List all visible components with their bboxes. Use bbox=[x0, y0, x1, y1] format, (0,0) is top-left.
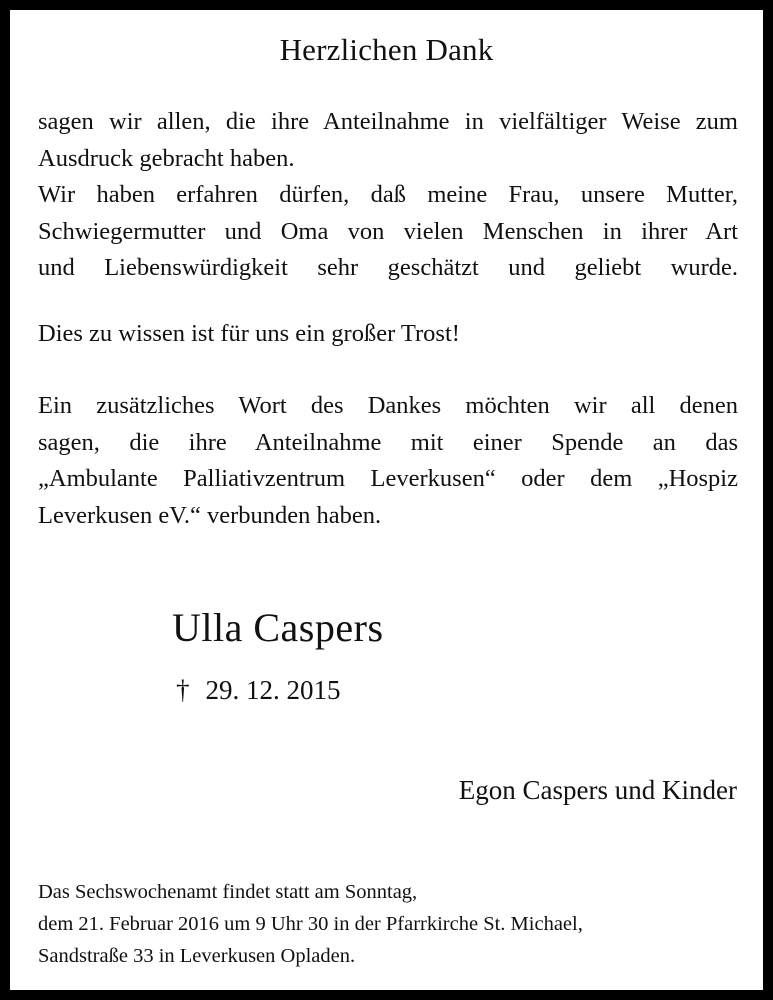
notice-line: dem 21. Februar 2016 um 9 Uhr 30 in der Pfarrkirche St. Michael, bbox=[38, 913, 583, 935]
notice-line: Sandstraße 33 in Leverkusen Opladen. bbox=[38, 945, 356, 967]
signature: Egon Caspers und Kinder bbox=[458, 775, 737, 805]
paragraph-line: sagen wir allen, die ihre Anteilnahme in vielfältiger Weise zum bbox=[38, 108, 738, 135]
memorial-notice bbox=[38, 876, 738, 972]
paragraph-line: sagen, die ihre Anteilnahme mit einer Spende an das bbox=[38, 428, 738, 456]
paragraph-line: Wir haben erfahren dürfen, daß meine Frau, unsere Mutter, bbox=[38, 181, 738, 208]
paragraph-line: Dies zu wissen ist für uns ein großer Trost! bbox=[38, 320, 460, 347]
death-date-line bbox=[176, 672, 341, 708]
cross-icon: † bbox=[176, 675, 190, 705]
paragraph-line: Ein zusätzliches Wort des Dankes möchten wir all denen bbox=[38, 392, 738, 419]
paragraph-line: und Liebenswürdigkeit sehr geschätzt und geliebt wurde. bbox=[38, 254, 738, 281]
paragraph-line: Schwiegermutter und Oma von vielen Menschen in ihrer Art bbox=[38, 217, 738, 245]
page-title: Herzlichen Dank bbox=[279, 32, 494, 67]
paragraph-line: Ausdruck gebracht haben. bbox=[38, 144, 295, 172]
death-date: 29. 12. 2015 bbox=[205, 675, 341, 705]
donation-paragraph bbox=[38, 388, 738, 534]
thanks-paragraph bbox=[38, 104, 738, 287]
paragraph-line: „Ambulante Palliativzentrum Leverkusen“ oder dem „Hospiz bbox=[38, 465, 738, 492]
notice-line: Das Sechswochenamt findet statt am Sonntag, bbox=[38, 881, 418, 903]
comfort-paragraph bbox=[38, 316, 738, 353]
deceased-name: Ulla Caspers bbox=[172, 605, 384, 650]
paragraph-line: Leverkusen eV.“ verbunden haben. bbox=[38, 501, 382, 529]
